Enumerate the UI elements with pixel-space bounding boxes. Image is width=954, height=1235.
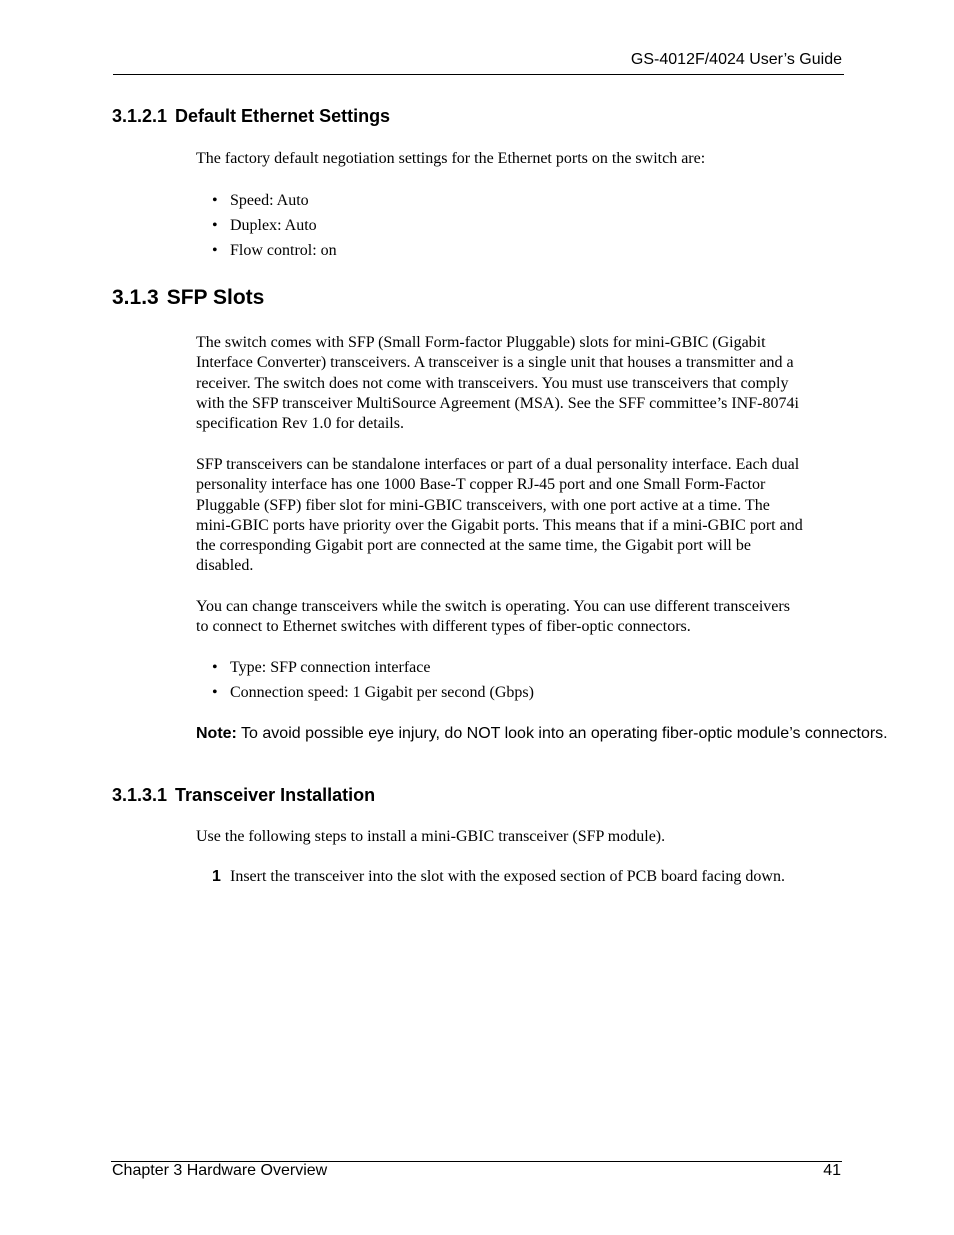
eye-injury-note	[196, 723, 895, 744]
text-line: the corresponding Gigabit port are connected at the same time, the Gigabit port will be	[196, 537, 751, 555]
section-number: 3.1.2.1	[112, 106, 168, 126]
note-label: Note:	[196, 725, 237, 742]
section-title: Default Ethernet Settings	[175, 106, 391, 126]
text-line: Pluggable (SFP) fiber slot for mini-GBIC transceivers, with one port active at a time. The	[196, 496, 770, 514]
section-title: SFP Slots	[166, 286, 265, 309]
installation-intro-paragraph: Use the following steps to install a mini-GBIC transceiver (SFP module).	[196, 828, 666, 845]
section-number: 3.1.3	[112, 286, 159, 309]
section-heading-transceiver-installation	[112, 785, 375, 806]
text-line: personality interface has one 1000 Base-T copper RJ-45 port and one Small Form-Factor	[196, 476, 766, 494]
footer-chapter-title: Chapter 3 Hardware Overview	[112, 1162, 328, 1179]
text-line: with the SFP transceiver MultiSource Agreement (MSA). See the SFF committee’s INF-8074i	[196, 394, 799, 412]
text-line: Interface Converter) transceivers. A transceiver is a single unit that houses a transmitter and a	[196, 354, 794, 372]
list-item: • Speed: Auto	[212, 188, 337, 213]
step-number: 1	[212, 868, 221, 885]
text-line: SFP transceivers can be standalone interfaces or part of a dual personality interface. Each dual	[196, 456, 800, 473]
sfp-paragraph-1	[196, 333, 846, 434]
list-item: • Connection speed: 1 Gigabit per second (Gbps)	[212, 680, 534, 705]
text-line: disabled.	[196, 557, 254, 575]
step-text: Insert the transceiver into the slot with the exposed section of PCB board facing down.	[230, 868, 785, 885]
running-header-title: GS-4012F/4024 User’s Guide	[630, 51, 842, 68]
section-title: Transceiver Installation	[175, 785, 376, 805]
section-heading-default-ethernet	[112, 106, 390, 127]
text-line: specification Rev 1.0 for details.	[196, 415, 404, 433]
ethernet-intro-paragraph: The factory default negotiation settings for the Ethernet ports on the switch are:	[196, 150, 706, 167]
text-line: to connect to Ethernet switches with different types of fiber-optic connectors.	[196, 618, 691, 636]
text-line: receiver. The switch does not come with transceivers. You must use transceivers that comply	[196, 374, 789, 392]
text-line: mini-GBIC ports have priority over the Gigabit ports. This means that if a mini-GBIC port and	[196, 516, 803, 534]
installation-step-1	[212, 868, 852, 886]
header-rule	[113, 74, 844, 75]
text-line: The switch comes with SFP (Small Form-factor Pluggable) slots for mini-GBIC (Gigabit	[196, 334, 766, 351]
sfp-paragraph-2	[196, 455, 846, 577]
ethernet-settings-list	[212, 188, 337, 263]
text-line: You can change transceivers while the switch is operating. You can use different transceivers	[196, 598, 790, 615]
list-item: • Type: SFP connection interface	[212, 655, 534, 680]
section-heading-sfp-slots	[112, 286, 264, 310]
list-item: • Flow control: on	[212, 238, 337, 263]
section-number: 3.1.3.1	[112, 785, 168, 805]
note-text: To avoid possible eye injury, do NOT look into an operating fiber-optic module’s connectors.	[241, 725, 888, 742]
sfp-paragraph-3	[196, 597, 846, 638]
sfp-specs-list	[212, 655, 534, 705]
page-number: 41	[823, 1162, 841, 1179]
list-item: • Duplex: Auto	[212, 213, 337, 238]
